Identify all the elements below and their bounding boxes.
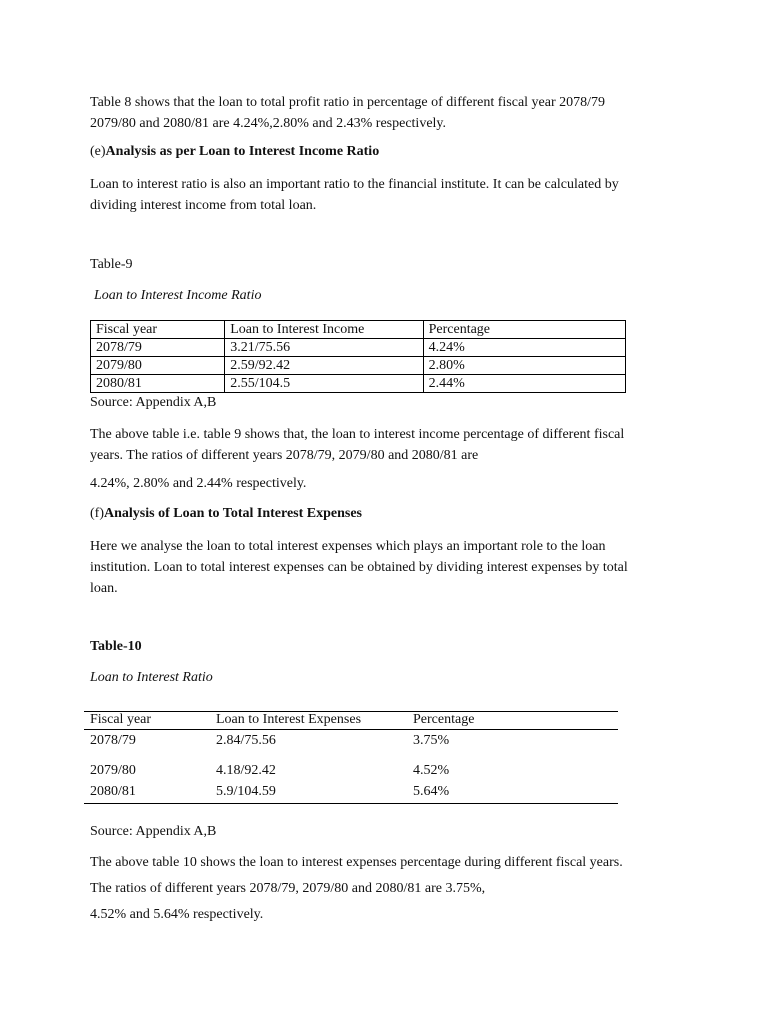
text-line: The above table i.e. table 9 shows that, the loan to interest income percentage of different fiscal: [90, 427, 625, 442]
text-line: Here we analyse the loan to total interest expenses which plays an important role to the loan: [90, 539, 606, 554]
table-cell: 2.84/75.56: [216, 733, 276, 748]
table-row: [91, 375, 626, 393]
table-cell: 4.24%: [423, 339, 625, 357]
table-cell: 2.44%: [423, 375, 625, 393]
text-line: loan.: [90, 581, 118, 596]
paragraph-section-e: [90, 174, 619, 216]
table9-source: Source: Appendix A,B: [90, 395, 217, 410]
section-heading-e: [90, 144, 379, 160]
table10-caption: Loan to Interest Ratio: [90, 670, 213, 685]
table-row: [91, 357, 626, 375]
paragraph-table8-summary: [90, 92, 605, 134]
table-cell: 2080/81: [91, 375, 225, 393]
text-line: years. The ratios of different years 2078/79, 2079/80 and 2080/81 are: [90, 448, 479, 463]
section-title: Analysis of Loan to Total Interest Expenses: [104, 506, 363, 521]
table-header-cell: Fiscal year: [91, 321, 225, 339]
table-cell: 2079/80: [91, 357, 225, 375]
table9-caption: Loan to Interest Income Ratio: [94, 288, 262, 303]
table-cell: 4.18/92.42: [216, 763, 276, 778]
table-header-cell: Percentage: [413, 712, 475, 727]
text-line: The above table 10 shows the loan to interest expenses percentage during different fiscal years.: [90, 855, 623, 870]
text-line: 2079/80 and 2080/81 are 4.24%,2.80% and 2.43% respectively.: [90, 116, 447, 131]
table-cell: 2.59/92.42: [225, 357, 423, 375]
table9-label: Table-9: [90, 257, 133, 272]
table10-bottom-rule: [84, 803, 618, 804]
table-header-cell: Fiscal year: [90, 712, 152, 727]
text-line: dividing interest income from total loan.: [90, 198, 317, 213]
table-cell: 2078/79: [91, 339, 225, 357]
section-prefix: (e): [90, 144, 106, 159]
table-cell: 2078/79: [90, 733, 136, 748]
table-cell: 2.80%: [423, 357, 625, 375]
table-row: [91, 339, 626, 357]
table-cell: 2079/80: [90, 763, 136, 778]
table10-header-rule: [84, 729, 618, 730]
table10-label: Table-10: [90, 639, 142, 654]
table-cell: 2080/81: [90, 784, 136, 799]
table-cell: 5.64%: [413, 784, 450, 799]
text-line: Table 8 shows that the loan to total profit ratio in percentage of different fiscal year 2078/79: [90, 95, 606, 110]
table-cell: 4.52%: [413, 763, 450, 778]
table-header-cell: Loan to Interest Income: [225, 321, 423, 339]
table9: [90, 320, 626, 393]
section-heading-f: [90, 506, 362, 522]
section-prefix: (f): [90, 506, 104, 521]
text-line: The ratios of different years 2078/79, 2079/80 and 2080/81 are 3.75%,: [90, 881, 486, 896]
paragraph-section-f: [90, 536, 628, 599]
table10-source: Source: Appendix A,B: [90, 824, 217, 839]
table-header-row: [91, 321, 626, 339]
text-line: 4.52% and 5.64% respectively.: [90, 907, 264, 922]
text-line: Loan to interest ratio is also an important ratio to the financial institute. It can be calculated by: [90, 177, 619, 192]
text-line: 4.24%, 2.80% and 2.44% respectively.: [90, 476, 307, 491]
text-line: institution. Loan to total interest expenses can be obtained by dividing interest expenses by total: [90, 560, 628, 575]
paragraph-table9-summary: [90, 424, 624, 466]
table-cell: 2.55/104.5: [225, 375, 423, 393]
table-cell: 3.21/75.56: [225, 339, 423, 357]
table-header-cell: Percentage: [423, 321, 625, 339]
table-cell: 5.9/104.59: [216, 784, 276, 799]
table-header-cell: Loan to Interest Expenses: [216, 712, 362, 727]
section-title: Analysis as per Loan to Interest Income Ratio: [105, 144, 380, 159]
table-cell: 3.75%: [413, 733, 450, 748]
